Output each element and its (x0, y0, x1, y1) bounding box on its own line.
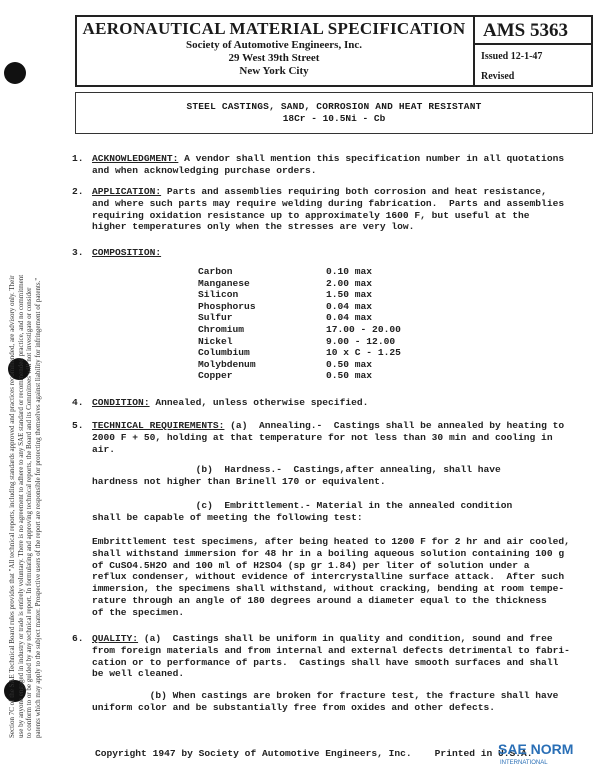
section-text-a: (a) Castings shall be uniform in quality and condition, sound and free from foreign materials and from internal and external defects detrimental to fabri- cation or to performance of parts. Castings shall have smooth surfaces and shall be well cleaned. (92, 633, 570, 680)
society-address: 29 West 39th Street (228, 52, 320, 64)
watermark-logo: SAE NORM (498, 741, 574, 757)
element-name: Phosphorus (198, 300, 256, 312)
section-heading: TECHNICAL REQUIREMENTS: (92, 420, 225, 431)
section-number: 1. (72, 153, 84, 164)
element-limit: 0.50 max (326, 370, 373, 382)
composition-row (198, 266, 401, 278)
element-name: Copper (198, 370, 233, 382)
element-limit: 2.00 max (326, 277, 373, 289)
punch-hole-top (4, 62, 26, 84)
material-designation: 18Cr - 10.5Ni - Cb (282, 113, 386, 124)
issued-date: Issued 12-1-47 (481, 51, 543, 62)
section-number: 4. (72, 397, 84, 408)
section-composition (92, 247, 582, 259)
section-number: 2. (72, 186, 84, 197)
section-quality (92, 633, 582, 680)
section-text-a: (a) Annealing.- Castings shall be annealed by heating to 2000 F + 50, holding at that temperature for not less than 30 min and cooling in air. (92, 420, 565, 455)
section-condition (92, 397, 582, 409)
element-name: Molybdenum (198, 358, 256, 370)
section-text: A vendor shall mention this specification number in all quotations and when acknowledging purchase orders. (92, 153, 565, 176)
society-name: Society of Automotive Engineers, Inc. (186, 39, 362, 51)
element-limit: 1.50 max (326, 289, 373, 301)
element-limit: 10 x C - 1.25 (326, 347, 401, 359)
side-notice: Section 7C of the SAE Technical Board rules provides that "All technical reports, including standards approved and practices recommended, are advisory only. Their use by anyone engaged in industry or trade is entirely voluntary. There is no agreement to adhere to any SAE standard or recommended practice, and no commitment to conform to or be guided by any technical report. In formulating and approving technical reports, the Board and its Committees will not investigate or consider patents which may apply to the subject matter. Prospective users of the report are responsible for protecting themselves against liability for infringement of patents." (8, 274, 42, 738)
composition-row (198, 278, 401, 290)
composition-row (198, 336, 401, 348)
header-right (475, 15, 593, 87)
material-title: STEEL CASTINGS, SAND, CORROSION AND HEAT RESISTANT (186, 101, 482, 112)
section-number: 5. (72, 420, 84, 431)
element-limit: 0.04 max (326, 312, 373, 324)
copyright-footer: Copyright 1947 by Society of Automotive Engineers, Inc. Printed in U.S.A. (95, 748, 533, 759)
composition-row (198, 324, 401, 336)
composition-row (198, 370, 401, 382)
element-name: Chromium (198, 323, 245, 335)
section-text: Parts and assemblies requiring both corrosion and heat resistance, and where such parts may require welding during fabrication. Parts and assemblies requiring oxidation resistance up to approximately 1600 F, but useful at the higher temperatures only when the stresses are very low. (92, 186, 565, 233)
element-limit: 9.00 - 12.00 (326, 335, 396, 347)
composition-table (198, 266, 401, 382)
composition-row (198, 347, 401, 359)
element-name: Silicon (198, 289, 239, 301)
element-name: Sulfur (198, 312, 233, 324)
spec-title: AERONAUTICAL MATERIAL SPECIFICATION (82, 19, 466, 38)
element-limit: 0.10 max (326, 266, 373, 277)
section-heading: COMPOSITION: (92, 247, 162, 258)
section-heading: QUALITY: (92, 633, 139, 644)
society-city: New York City (239, 65, 309, 77)
element-name: Carbon (198, 266, 233, 277)
element-limit: 17.00 - 20.00 (326, 323, 401, 335)
composition-row (198, 301, 401, 313)
element-name: Manganese (198, 277, 250, 289)
section-heading: CONDITION: (92, 397, 150, 408)
header-center (75, 15, 475, 87)
section-text: Annealed, unless otherwise specified. (149, 397, 369, 408)
element-name: Nickel (198, 335, 233, 347)
composition-row (198, 289, 401, 301)
watermark-subtext: INTERNATIONAL (500, 760, 548, 766)
section-technical-requirements (92, 420, 582, 455)
material-title-box (75, 92, 593, 134)
section-text-b: (b) When castings are broken for fracture test, the fracture shall have uniform color and be substantially free from oxides and other defects. (92, 690, 559, 713)
section-heading: APPLICATION: (92, 186, 162, 197)
composition-row (198, 359, 401, 371)
element-limit: 0.04 max (326, 300, 373, 312)
section-number: 3. (72, 247, 84, 258)
element-name: Columbium (198, 347, 250, 359)
section-text-c: (c) Embrittlement.- Material in the annealed condition shall be capable of meeting the following test: (92, 500, 513, 523)
section-heading: ACKNOWLEDGMENT: (92, 153, 179, 164)
section-text-b: (b) Hardness.- Castings,after annealing, shall have hardness not higher than Brinell 170 or equivalent. (92, 464, 501, 487)
composition-row (198, 312, 401, 324)
section-acknowledgment (92, 153, 582, 177)
element-limit: 0.50 max (326, 358, 373, 370)
revised-label: Revised (481, 71, 515, 82)
ams-number: AMS 5363 (475, 15, 593, 45)
section-application (92, 186, 582, 233)
section-number: 6. (72, 633, 84, 644)
section-text-d: Embrittlement test specimens, after being heated to 1200 F for 2 hr and air cooled, shall withstand immersion for 48 hr in a boiling aqueous solution containing 100 g of CuSO4.5H2O and 100 ml of H2SO4 (sp gr 1.84) per liter of solution under a reflux condenser, without evidence of intercrystalline surface attack. After such immersion, the specimens shall withstand, without cracking, bending at room tempe- rature through an angle of 180 degrees around a diameter equal to the thickness of the specimen. (92, 536, 570, 618)
